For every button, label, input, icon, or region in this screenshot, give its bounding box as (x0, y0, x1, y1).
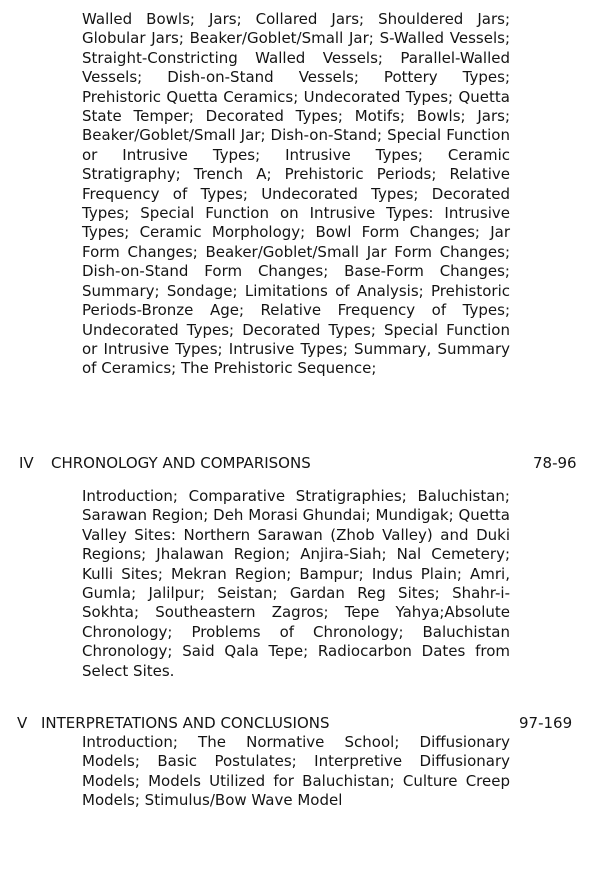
chapter-iv-contents: Introduction; Comparative Stratigraphies; Baluchistan; Sarawan Region; Deh Morasi Ghundai; Mundigak; Quetta Valley Sites: Northern Sarawan (Zhob Valley) and Duki Regions; Jhalawan Region; Anjira-Siah; Nal Cemetery; Kulli Sites; Mekran Region; Bampur; Indus Plain; Amri, Gumla; Jalilpur; Seistan; Gardan Reg Sites; Shahr-i-Sokhta; Southeastern Zagros; Tepe Yahya;Absolute Chronology; Problems of Chronology; Baluchistan Chronology; Said Qala Tepe; Radiocarbon Dates from Select Sites. (82, 487, 510, 680)
chapter-title: CHRONOLOGY AND COMPARISONS (51, 454, 311, 472)
continued-contents-paragraph: Walled Bowls; Jars; Collared Jars; Shouldered Jars; Globular Jars; Beaker/Goblet/Small Jar; S-Walled Vessels; Straight-Constricting Walled Vessels; Parallel-Walled Vessels; Dish-on-Stand Vessels; Pottery Types; Prehistoric Quetta Ceramics; Undecorated Types; Quetta State Temper; Decorated Types; Motifs; Bowls; Jars; Beaker/Goblet/Small Jar; Dish-on-Stand; Special Function or Intrusive Types; Intrusive Types; Ceramic Stratigraphy; Trench A; Prehistoric Periods; Relative Frequency of Types; Undecorated Types; Decorated Types; Special Function on Intrusive Types: Intrusive Types; Ceramic Morphology; Bowl Form Changes; Jar Form Changes; Beaker/Goblet/Small Jar Form Changes; Dish-on-Stand Form Changes; Base-Form Changes; Summary; Sondage; Limitations of Analysis; Prehistoric Periods-Bronze Age; Relative Frequency of Types; Undecorated Types; Decorated Types; Special Function or Intrusive Types; Intrusive Types; Summary, Summary of Ceramics; The Prehistoric Sequence; (82, 10, 510, 378)
chapter-v-contents: Introduction; The Normative School; Diffusionary Models; Basic Postulates; Interpretive Diffusionary Models; Models Utilized for Baluchistan; Culture Creep Models; Stimulus/Bow Wave Model (82, 733, 510, 810)
chapter-page-range: 97-169 (519, 714, 573, 732)
chapter-page-range: 78-96 (533, 454, 577, 472)
chapter-title: INTERPRETATIONS AND CONCLUSIONS (41, 714, 330, 732)
chapter-number: IV (19, 454, 34, 472)
chapter-number: V (17, 714, 28, 732)
